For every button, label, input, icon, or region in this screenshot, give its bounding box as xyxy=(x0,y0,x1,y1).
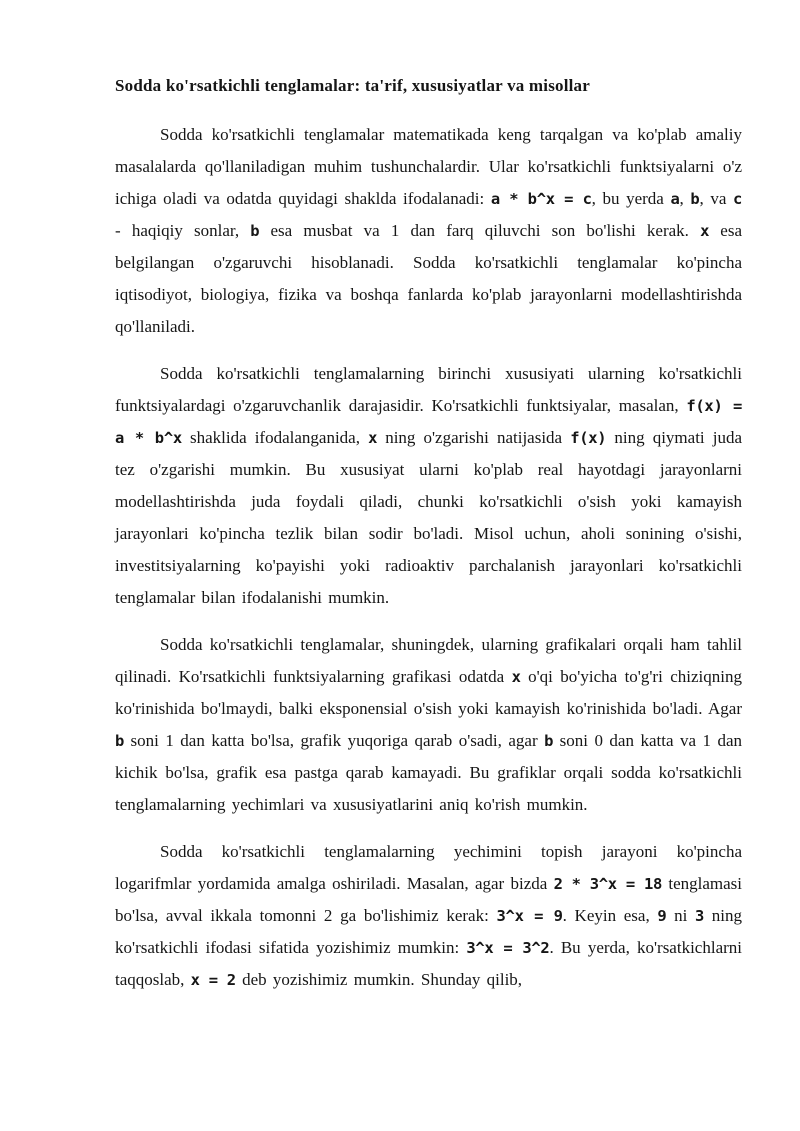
text-run: , va xyxy=(699,189,733,208)
text-run: esa musbat va 1 dan farq qiluvchi son bo'lishi kerak. xyxy=(259,221,701,240)
inline-code: 3^x = 3^2 xyxy=(466,939,550,957)
text-run: soni 0 dan katta va 1 dan kichik bo'lsa, grafik esa pastga qarab kamayadi. Bu grafiklar orqali sodda ko'rsatkichli tenglamalarning yechimlari va xususiyatlarini aniq ko'rish mumkin. xyxy=(115,731,743,814)
paragraph xyxy=(115,629,742,821)
inline-code: a * b^x = c xyxy=(490,190,592,208)
inline-code: x xyxy=(700,222,710,240)
inline-code: b xyxy=(690,190,700,208)
text-run: o'qi bo'yicha to'g'ri chiziqning ko'rinishida bo'lmaydi, balki eksponensial o'sish yoki kamayish ko'rinishida bo'ladi. Agar xyxy=(115,667,742,718)
inline-code: b xyxy=(115,732,125,750)
inline-code: 2 * 3^x = 18 xyxy=(553,875,663,893)
text-run: ning qiymati juda tez o'zgarishi mumkin. Bu xususiyat ularni ko'plab real hayotdagi jarayonlarni modellashtirishda juda foydali qiladi, chunki ko'rsatkichli o'sish yoki kamayish jarayonlari ko'pincha tezlik bilan sodir bo'ladi. Misol uchun, aholi sonining o'sishi, investitsiyalarning ko'payishi yoki radioaktiv parchalanish jarayonlari ko'rsatkichli tenglamalar bilan ifodalanishi mumkin. xyxy=(115,428,743,607)
paragraph xyxy=(115,358,742,614)
inline-code: b xyxy=(250,222,260,240)
text-run: , bu yerda xyxy=(591,189,671,208)
text-run: Sodda ko'rsatkichli tenglamalar matematikada keng tarqalgan va ko'plab amaliy masalalarda qo'llaniladigan muhim tushunchalardir. Ular ko'rsatkichli funktsiyalarni o'z ichiga oladi va odatda quyidagi shaklda ifodalanadi: xyxy=(115,125,742,208)
document-title: Sodda ko'rsatkichli tenglamalar: ta'rif, xususiyatlar va misollar xyxy=(115,76,591,95)
inline-code: f(x) = a * b^x xyxy=(115,397,742,447)
inline-code: 3^x = 9 xyxy=(496,907,563,925)
text-run: ning ko'rsatkichli ifodasi sifatida yozishimiz mumkin: xyxy=(115,906,742,957)
text-run: ni xyxy=(666,906,696,925)
text-run: Sodda ko'rsatkichli tenglamalarning birinchi xususiyati ularning ko'rsatkichli funktsiyalardagi o'zgaruvchanlik darajasidir. Ko'rsatkichli funktsiyalar, masalan, xyxy=(115,364,742,415)
text-run: - haqiqiy sonlar, xyxy=(115,221,251,240)
text-run: deb yozishimiz mumkin. Shunday qilib, xyxy=(235,970,523,989)
inline-code: x xyxy=(368,429,378,447)
paragraph xyxy=(115,836,742,996)
text-run: tenglamasi bo'lsa, avval ikkala tomonni 2 ga bo'lishimiz kerak: xyxy=(115,874,742,925)
inline-code: a xyxy=(670,190,680,208)
text-run: . Keyin esa, xyxy=(562,906,658,925)
inline-code: 9 xyxy=(657,907,667,925)
paragraph xyxy=(115,119,742,343)
text-run: soni 1 dan katta bo'lsa, grafik yuqoriga qarab o'sadi, agar xyxy=(124,731,545,750)
inline-code: f(x) xyxy=(570,429,607,447)
text-run: ning o'zgarishi natijasida xyxy=(377,428,571,447)
inline-code: x = 2 xyxy=(190,971,236,989)
text-run: Sodda ko'rsatkichli tenglamalarning yechimini topish jarayoni ko'pincha logarifmlar yordamida amalga oshiriladi. Masalan, agar bizda xyxy=(115,842,742,893)
text-run: Sodda ko'rsatkichli tenglamalar, shuningdek, ularning grafikalari orqali ham tahlil qilinadi. Ko'rsatkichli funktsiyalarning grafikasi odatda xyxy=(115,635,742,686)
inline-code: b xyxy=(544,732,554,750)
text-run: . Bu yerda, ko'rsatkichlarni taqqoslab, xyxy=(115,938,742,989)
inline-code: x xyxy=(511,668,521,686)
text-run: shaklida ifodalanganida, xyxy=(181,428,369,447)
inline-code: c xyxy=(732,190,743,208)
text-run: esa belgilangan o'zgaruvchi hisoblanadi. Sodda ko'rsatkichli tenglamalar ko'pincha iqtisodiyot, biologiya, fizika va boshqa fanlarda ko'plab jarayonlarni modellashtirishda qo'llaniladi. xyxy=(115,221,742,336)
document-paragraphs xyxy=(115,119,742,996)
text-run: , xyxy=(679,189,691,208)
inline-code: 3 xyxy=(695,907,705,925)
